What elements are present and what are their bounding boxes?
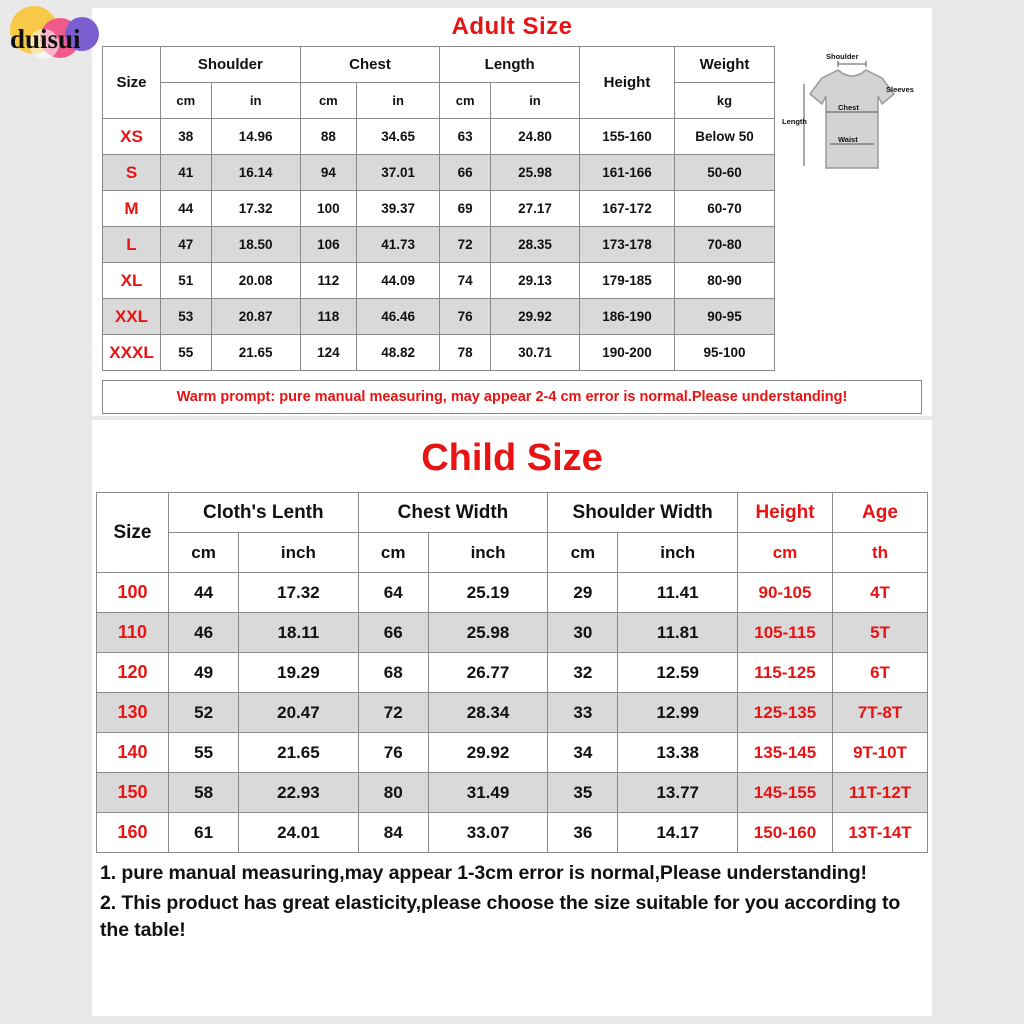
child-cell: 13.77: [618, 773, 738, 813]
child-cell: 29.92: [428, 733, 547, 773]
adult-header-length: Length: [440, 47, 580, 83]
adult-header-size: Size: [103, 47, 161, 119]
adult-cell: 51: [161, 263, 212, 299]
adult-cell: 30.71: [490, 335, 579, 371]
adult-cell: 29.13: [490, 263, 579, 299]
table-row: [97, 613, 928, 653]
child-row-size: 160: [97, 813, 169, 853]
child-header-chest-width: Chest Width: [358, 493, 548, 533]
child-cell: 36: [548, 813, 618, 853]
child-unit-age-th: th: [833, 533, 928, 573]
table-row: [97, 653, 928, 693]
adult-cell: 27.17: [490, 191, 579, 227]
table-row: [103, 155, 775, 191]
diagram-label-length: Length: [782, 117, 807, 126]
adult-cell: 34.65: [357, 119, 440, 155]
adult-cell: 124: [300, 335, 356, 371]
adult-cell: 48.82: [357, 335, 440, 371]
child-cell-height: 145-155: [738, 773, 833, 813]
adult-header-row-units: [103, 83, 775, 119]
adult-cell: 21.65: [211, 335, 300, 371]
adult-row-size: S: [103, 155, 161, 191]
table-row: [103, 335, 775, 371]
adult-cell: 46.46: [357, 299, 440, 335]
adult-cell: 20.87: [211, 299, 300, 335]
diagram-label-waist: Waist: [838, 135, 858, 144]
table-row: [103, 119, 775, 155]
child-header-cloth-length: Cloth's Lenth: [169, 493, 359, 533]
child-cell-height: 105-115: [738, 613, 833, 653]
child-row-size: 100: [97, 573, 169, 613]
child-cell: 12.99: [618, 693, 738, 733]
child-cell-height: 90-105: [738, 573, 833, 613]
child-cell: 11.41: [618, 573, 738, 613]
adult-cell: 167-172: [580, 191, 675, 227]
adult-size-table: [102, 46, 775, 371]
table-row: [97, 573, 928, 613]
adult-cell: 95-100: [675, 335, 775, 371]
adult-cell: 70-80: [675, 227, 775, 263]
adult-cell: 37.01: [357, 155, 440, 191]
child-cell-height: 125-135: [738, 693, 833, 733]
child-cell: 18.11: [239, 613, 358, 653]
adult-unit-chest-cm: cm: [300, 83, 356, 119]
child-row-size: 110: [97, 613, 169, 653]
table-row: [97, 733, 928, 773]
child-cell: 12.59: [618, 653, 738, 693]
child-cell: 20.47: [239, 693, 358, 733]
child-cell: 31.49: [428, 773, 547, 813]
adult-cell: 76: [440, 299, 491, 335]
child-cell: 49: [169, 653, 239, 693]
adult-unit-chest-in: in: [357, 83, 440, 119]
adult-cell: 60-70: [675, 191, 775, 227]
adult-cell: 100: [300, 191, 356, 227]
child-cell: 61: [169, 813, 239, 853]
child-cell: 33: [548, 693, 618, 733]
adult-warning-note: Warm prompt: pure manual measuring, may appear 2-4 cm error is normal.Please understanding!: [102, 380, 922, 414]
child-cell: 26.77: [428, 653, 547, 693]
adult-cell: 44: [161, 191, 212, 227]
adult-cell: 63: [440, 119, 491, 155]
adult-cell: 28.35: [490, 227, 579, 263]
child-cell: 58: [169, 773, 239, 813]
child-cell: 14.17: [618, 813, 738, 853]
child-cell: 35: [548, 773, 618, 813]
child-cell: 76: [358, 733, 428, 773]
child-cell-height: 135-145: [738, 733, 833, 773]
child-cell: 32: [548, 653, 618, 693]
child-header-row-units: [97, 533, 928, 573]
child-unit-length-inch: inch: [239, 533, 358, 573]
child-cell-height: 115-125: [738, 653, 833, 693]
adult-cell: 173-178: [580, 227, 675, 263]
adult-unit-length-cm: cm: [440, 83, 491, 119]
adult-cell: 186-190: [580, 299, 675, 335]
child-header-age: Age: [833, 493, 928, 533]
child-row-size: 150: [97, 773, 169, 813]
svg-text:duisui: duisui: [10, 24, 81, 54]
adult-unit-shoulder-cm: cm: [161, 83, 212, 119]
child-cell: 55: [169, 733, 239, 773]
child-cell-age: 6T: [833, 653, 928, 693]
adult-cell: 18.50: [211, 227, 300, 263]
adult-header-weight: Weight: [675, 47, 775, 83]
adult-cell: 66: [440, 155, 491, 191]
child-cell-age: 4T: [833, 573, 928, 613]
child-cell: 66: [358, 613, 428, 653]
table-row: [103, 263, 775, 299]
adult-cell: 41: [161, 155, 212, 191]
adult-cell: 44.09: [357, 263, 440, 299]
adult-cell: 39.37: [357, 191, 440, 227]
child-cell: 68: [358, 653, 428, 693]
child-cell: 25.98: [428, 613, 547, 653]
child-row-size: 140: [97, 733, 169, 773]
adult-cell: 50-60: [675, 155, 775, 191]
child-unit-chest-inch: inch: [428, 533, 547, 573]
table-row: [103, 227, 775, 263]
adult-title: Adult Size: [451, 13, 573, 40]
adult-cell: 14.96: [211, 119, 300, 155]
tshirt-measurement-diagram: [782, 48, 922, 218]
adult-cell: 94: [300, 155, 356, 191]
adult-cell: 20.08: [211, 263, 300, 299]
child-title: Child Size: [421, 437, 603, 479]
adult-unit-shoulder-in: in: [211, 83, 300, 119]
adult-row-size: XXL: [103, 299, 161, 335]
adult-cell: 155-160: [580, 119, 675, 155]
adult-cell: 106: [300, 227, 356, 263]
child-unit-chest-cm: cm: [358, 533, 428, 573]
diagram-label-shoulder: Shoulder: [826, 52, 859, 61]
child-note-1: 1. pure manual measuring,may appear 1-3cm error is normal,Please understanding!: [100, 862, 867, 884]
adult-cell: 16.14: [211, 155, 300, 191]
adult-row-size: XL: [103, 263, 161, 299]
child-cell-age: 13T-14T: [833, 813, 928, 853]
adult-cell: 190-200: [580, 335, 675, 371]
adult-cell: 118: [300, 299, 356, 335]
child-cell-age: 11T-12T: [833, 773, 928, 813]
adult-header-shoulder: Shoulder: [161, 47, 301, 83]
child-cell: 11.81: [618, 613, 738, 653]
adult-cell: 47: [161, 227, 212, 263]
adult-size-section: [92, 8, 932, 416]
child-cell: 84: [358, 813, 428, 853]
adult-cell: 88: [300, 119, 356, 155]
adult-unit-length-in: in: [490, 83, 579, 119]
adult-cell: 74: [440, 263, 491, 299]
adult-cell: 69: [440, 191, 491, 227]
brand-logo: [8, 4, 120, 66]
child-cell-age: 7T-8T: [833, 693, 928, 733]
adult-cell: 25.98: [490, 155, 579, 191]
child-cell: 19.29: [239, 653, 358, 693]
adult-cell: 17.32: [211, 191, 300, 227]
adult-cell: 24.80: [490, 119, 579, 155]
child-cell: 17.32: [239, 573, 358, 613]
child-notes: [100, 860, 924, 947]
adult-header-chest: Chest: [300, 47, 440, 83]
adult-cell: 53: [161, 299, 212, 335]
child-cell: 25.19: [428, 573, 547, 613]
child-cell: 80: [358, 773, 428, 813]
child-cell: 21.65: [239, 733, 358, 773]
child-size-table: [96, 492, 928, 853]
child-cell: 33.07: [428, 813, 547, 853]
child-cell: 13.38: [618, 733, 738, 773]
child-unit-length-cm: cm: [169, 533, 239, 573]
table-row: [97, 813, 928, 853]
table-row: [97, 773, 928, 813]
adult-cell: 90-95: [675, 299, 775, 335]
adult-cell: 55: [161, 335, 212, 371]
child-row-size: 120: [97, 653, 169, 693]
diagram-label-chest: Chest: [838, 103, 859, 112]
child-cell: 72: [358, 693, 428, 733]
adult-cell: 112: [300, 263, 356, 299]
adult-row-size: XXXL: [103, 335, 161, 371]
adult-header-height: Height: [580, 47, 675, 119]
adult-row-size: M: [103, 191, 161, 227]
child-cell: 30: [548, 613, 618, 653]
child-cell-age: 9T-10T: [833, 733, 928, 773]
table-row: [103, 191, 775, 227]
child-header-shoulder-width: Shoulder Width: [548, 493, 738, 533]
child-header-row-groups: [97, 493, 928, 533]
adult-row-size: XS: [103, 119, 161, 155]
child-cell: 44: [169, 573, 239, 613]
child-cell: 24.01: [239, 813, 358, 853]
adult-unit-weight-kg: kg: [675, 83, 775, 119]
adult-cell: 29.92: [490, 299, 579, 335]
table-row: [103, 299, 775, 335]
child-cell: 64: [358, 573, 428, 613]
child-cell: 34: [548, 733, 618, 773]
child-cell: 52: [169, 693, 239, 733]
child-cell: 46: [169, 613, 239, 653]
adult-cell: 78: [440, 335, 491, 371]
child-cell-age: 5T: [833, 613, 928, 653]
child-cell: 22.93: [239, 773, 358, 813]
adult-cell: 41.73: [357, 227, 440, 263]
child-unit-shoulder-inch: inch: [618, 533, 738, 573]
adult-header-row-groups: [103, 47, 775, 83]
adult-cell: Below 50: [675, 119, 775, 155]
child-cell: 28.34: [428, 693, 547, 733]
child-size-section: [92, 420, 932, 1016]
child-unit-height-cm: cm: [738, 533, 833, 573]
diagram-label-sleeves: Sleeves: [886, 85, 914, 94]
adult-row-size: L: [103, 227, 161, 263]
child-note-2: 2. This product has great elasticity,please choose the size suitable for you according to the table!: [100, 891, 901, 942]
child-cell-height: 150-160: [738, 813, 833, 853]
table-row: [97, 693, 928, 733]
adult-cell: 38: [161, 119, 212, 155]
child-row-size: 130: [97, 693, 169, 733]
child-cell: 29: [548, 573, 618, 613]
adult-cell: 161-166: [580, 155, 675, 191]
adult-cell: 80-90: [675, 263, 775, 299]
child-header-size: Size: [97, 493, 169, 573]
child-unit-shoulder-cm: cm: [548, 533, 618, 573]
adult-cell: 72: [440, 227, 491, 263]
child-header-height: Height: [738, 493, 833, 533]
adult-cell: 179-185: [580, 263, 675, 299]
